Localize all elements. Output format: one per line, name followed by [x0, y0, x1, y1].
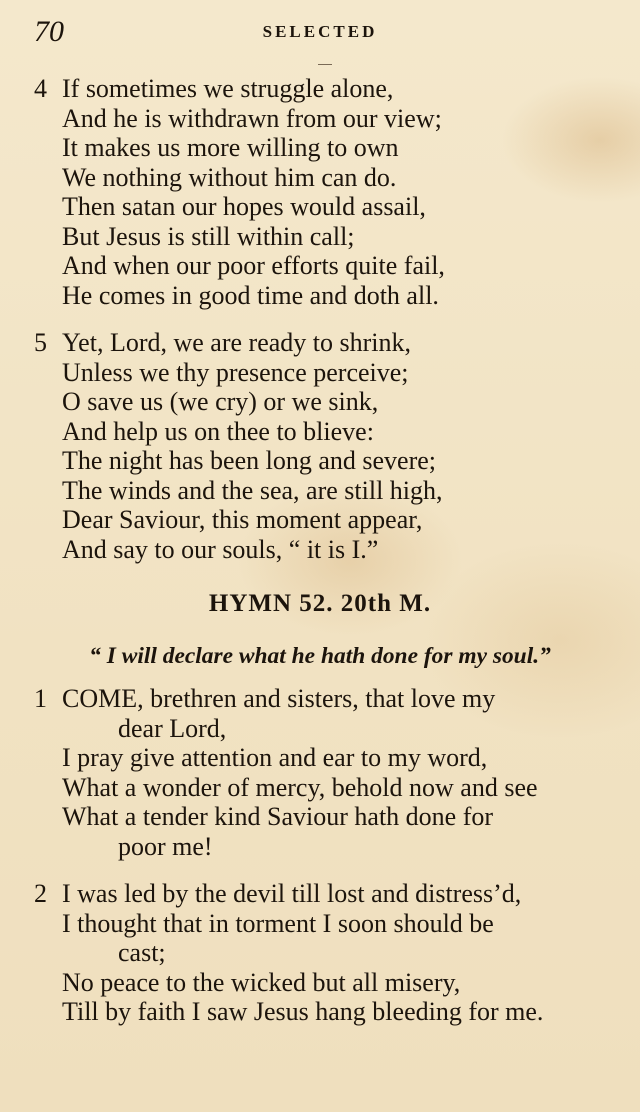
verse-line: If sometimes we struggle alone, [62, 74, 394, 103]
hymn-stanza-2 [34, 879, 624, 1027]
verse-line: The winds and the sea, are still high, [62, 475, 443, 505]
page-body [0, 74, 640, 1027]
verse-line: And help us on thee to blieve: [62, 416, 374, 446]
verse-line: And say to our souls, “ it is I.” [62, 534, 379, 564]
verse-line: It makes us more willing to own [62, 133, 399, 162]
verse-line: I was led by the devil till lost and distress’d, [62, 879, 522, 908]
hymn-epigraph: “ I will declare what he hath done for my soul.” [89, 643, 551, 669]
verse-line: What a tender kind Saviour hath done for [62, 802, 494, 831]
verse-line: I thought that in torment I soon should be [62, 908, 494, 938]
verse-line: The night has been long and severe; [62, 446, 436, 475]
stanza-number: 5 [34, 328, 47, 357]
verse-line-continuation: poor me! [118, 831, 213, 861]
page-number: 70 [34, 15, 64, 48]
stanza-number: 4 [34, 74, 47, 103]
running-head: SELECTED [262, 22, 378, 41]
stanza-4 [34, 74, 624, 310]
verse-line: But Jesus is still within call; [62, 221, 355, 251]
verse-line-continuation: dear Lord, [118, 713, 227, 743]
verse-line: COME, brethren and sisters, that love my [62, 684, 496, 713]
verse-line: Till by faith I saw Jesus hang bleeding for me. [62, 997, 544, 1026]
page-header [0, 14, 640, 50]
verse-line: We nothing without him can do. [62, 162, 397, 192]
verse-line: And he is withdrawn from our view; [62, 103, 442, 133]
hymn-stanza-1 [34, 684, 624, 861]
verse-line: O save us (we cry) or we sink, [62, 387, 379, 416]
verse-line: Yet, Lord, we are ready to shrink, [62, 328, 411, 357]
verse-line: I pray give attention and ear to my word, [62, 743, 488, 772]
verse-line: No peace to the wicked but all misery, [62, 967, 461, 997]
stanza-number: 1 [34, 684, 47, 713]
verse-line: Dear Saviour, this moment appear, [62, 505, 423, 534]
verse-line: What a wonder of mercy, behold now and see [62, 772, 538, 802]
verse-line-continuation: cast; [118, 938, 166, 967]
stanza-number: 2 [34, 879, 47, 908]
verse-line: He comes in good time and doth all. [62, 280, 439, 310]
verse-line: Then satan our hopes would assail, [62, 192, 426, 221]
hymn-title: HYMN 52. 20th M. [208, 590, 432, 617]
stanza-5 [34, 328, 624, 564]
verse-line: Unless we thy presence perceive; [62, 357, 409, 387]
header-rule [318, 64, 332, 65]
verse-line: And when our poor efforts quite fail, [62, 251, 445, 280]
